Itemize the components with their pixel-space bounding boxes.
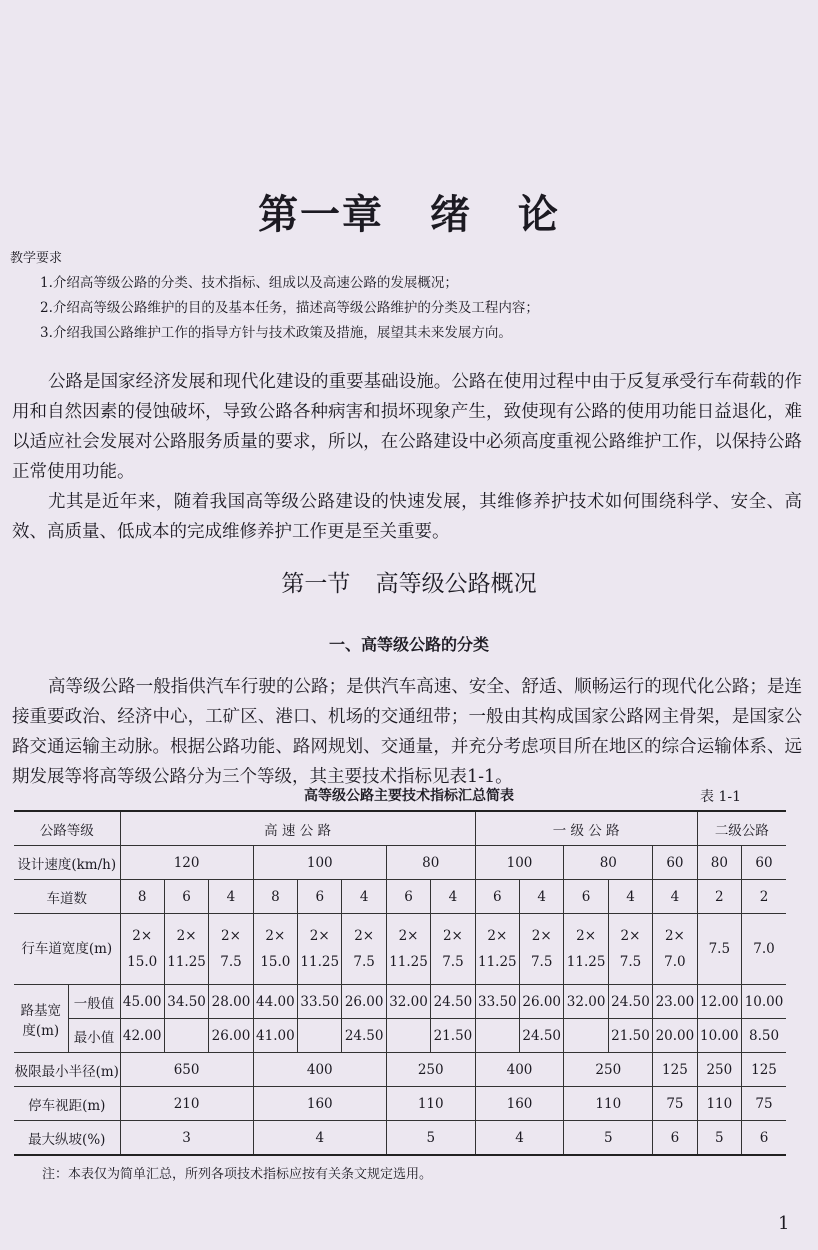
cell-text-line2: 7.5: [442, 954, 464, 970]
table-cell: [520, 985, 564, 1019]
table-cell: [564, 985, 608, 1019]
row-label: 车道数: [14, 880, 120, 914]
table-row: [14, 1087, 786, 1121]
table-cell: [298, 985, 342, 1019]
table-row: [14, 914, 786, 985]
cell-text: 210: [173, 1095, 200, 1112]
cell-text-line2: 15.0: [260, 954, 291, 970]
cell-text: 2×: [576, 928, 597, 944]
cell-text: 400: [506, 1061, 533, 1078]
cell-text: 10.00: [700, 1027, 739, 1044]
cell-text: 6: [404, 888, 413, 905]
section-paragraph: 高等级公路一般指供汽车行驶的公路；是供汽车高速、安全、舒适、顺畅运行的现代化公路；是连接重要政治、经济中心，工矿区、港口、机场的交通纽带；一般由其构成国家公路网主骨架，是国家公路交通运输主动脉。根据公路功能、路网规划、交通量，并充分考虑项目所在地区的综合运输体系、远期发展等将高等级公路分为三个等级，其主要技术指标见表1-1。: [12, 677, 802, 787]
table-cell: [253, 880, 297, 914]
page-number: 1: [778, 1213, 790, 1234]
cell-text-line2: 7.5: [353, 954, 375, 970]
cell-text: 2×: [354, 928, 375, 944]
table-cell: [564, 1087, 653, 1121]
table-cell: [253, 914, 297, 985]
cell-text: 250: [706, 1061, 733, 1078]
table-cell: [742, 914, 786, 985]
table-cell: [386, 1121, 475, 1156]
cell-text: 2×: [620, 928, 641, 944]
cell-text: 24.50: [433, 993, 473, 1010]
table-cell: [120, 1053, 253, 1087]
cell-text: 21.50: [433, 1027, 473, 1044]
table-row: [14, 1019, 786, 1053]
table-cell: [386, 985, 430, 1019]
table-cell: [520, 914, 564, 985]
cell-text: 110: [706, 1095, 733, 1112]
cell-text: 4: [670, 888, 680, 905]
table-cell: [475, 985, 519, 1019]
table-cell: [742, 846, 786, 880]
cell-text: 80: [599, 854, 617, 871]
cell-text: 4: [448, 888, 458, 905]
cell-text: 2: [715, 888, 724, 905]
cell-text-line2: 7.5: [619, 954, 642, 970]
table-cell: [475, 1087, 564, 1121]
requirement-item: 2.介绍高等级公路维护的目的及基本任务，描述高等级公路维护的分类及工程内容；: [40, 300, 539, 316]
table-cell: [209, 914, 253, 985]
table-cell: [253, 1053, 386, 1087]
table-row: [14, 985, 786, 1019]
table-cell: [520, 880, 564, 914]
cell-text: 100: [306, 854, 333, 871]
table-cell: [253, 1019, 297, 1053]
table-cell: [475, 1019, 519, 1053]
cell-text: 6: [315, 888, 325, 905]
table-row: [14, 880, 786, 914]
cell-text: 80: [422, 854, 440, 871]
table-cell: [386, 914, 430, 985]
table-cell: [164, 880, 208, 914]
table-cell: [564, 846, 653, 880]
requirements-label: 教学要求: [10, 251, 63, 266]
cell-text: 8.50: [748, 1027, 780, 1044]
table-cell: [253, 985, 297, 1019]
cell-text: 高 速 公 路: [264, 822, 331, 839]
table-cell: [253, 1121, 386, 1156]
row-label: 最小值: [68, 1019, 120, 1053]
cell-text: 6: [581, 888, 591, 905]
table-cell: [608, 880, 652, 914]
table-row: [14, 846, 786, 880]
table-cell: [697, 1019, 741, 1053]
row-label: 公路等级: [14, 811, 120, 846]
cell-text: 33.50: [477, 993, 517, 1010]
spec-table: [14, 810, 786, 1156]
cell-text: 32.00: [566, 993, 606, 1010]
cell-text: 650: [173, 1061, 200, 1078]
table-cell: [386, 1053, 475, 1087]
section-title: 第一节 高等级公路概况: [281, 571, 537, 597]
cell-text: 6: [493, 888, 502, 905]
cell-text: 2×: [132, 928, 153, 944]
table-cell: [120, 811, 475, 846]
table-cell: [520, 1019, 564, 1053]
cell-text: 2×: [531, 928, 552, 944]
cell-text: 4: [537, 888, 546, 905]
cell-text: 二级公路: [714, 822, 769, 839]
cell-text: 12.00: [700, 993, 739, 1010]
cell-text: 4: [315, 1129, 325, 1146]
table-cell: [342, 1019, 386, 1053]
table-cell: [431, 985, 475, 1019]
cell-text: 2: [759, 888, 769, 905]
cell-text: 250: [417, 1061, 444, 1078]
table-cell: [431, 914, 475, 985]
table-cell: [653, 880, 697, 914]
table-cell: [742, 1121, 786, 1156]
table-cell: [120, 1087, 253, 1121]
cell-text-line2: 7.5: [220, 954, 242, 970]
cell-text: 5: [426, 1129, 436, 1146]
cell-text-line2: 11.25: [566, 954, 606, 970]
table-cell: [697, 1121, 741, 1156]
cell-text: 45.00: [122, 993, 162, 1010]
cell-text-line2: 11.25: [167, 954, 206, 970]
table-cell: [697, 1053, 741, 1087]
cell-text: 7.0: [753, 941, 775, 957]
cell-text: 26.00: [211, 1027, 251, 1044]
table-cell: [120, 880, 164, 914]
table-cell: [209, 985, 253, 1019]
table-cell: [386, 846, 475, 880]
table-cell: [475, 811, 697, 846]
table-cell: [253, 846, 386, 880]
cell-text: 6: [759, 1129, 769, 1146]
table-cell: [697, 1087, 741, 1121]
cell-text: 160: [506, 1095, 533, 1112]
table-cell: [564, 914, 608, 985]
cell-text: 24.50: [522, 1027, 562, 1044]
table-cell: [697, 985, 741, 1019]
cell-text: 8: [137, 888, 147, 905]
cell-text: 2×: [309, 928, 330, 944]
table-cell: [608, 914, 652, 985]
cell-text: 120: [173, 854, 200, 871]
table-cell: [120, 1019, 164, 1053]
table-cell: [342, 880, 386, 914]
table-cell: [120, 985, 164, 1019]
table-cell: [742, 1019, 786, 1053]
row-label: 最大纵坡(%): [14, 1121, 120, 1156]
table-cell: [697, 880, 741, 914]
cell-text: 7.5: [708, 941, 731, 957]
table-cell: [653, 846, 697, 880]
cell-text: 125: [662, 1061, 688, 1078]
table-cell: [342, 914, 386, 985]
cell-text: 4: [515, 1129, 524, 1146]
cell-text: 2×: [442, 928, 463, 944]
table-cell: [475, 914, 519, 985]
row-group-label: 路基宽度(m): [14, 985, 68, 1053]
table-cell: [431, 880, 475, 914]
table-cell: [298, 914, 342, 985]
cell-text: 2×: [265, 928, 286, 944]
cell-text: 一 级 公 路: [552, 822, 620, 839]
cell-text: 4: [626, 888, 635, 905]
cell-text: 32.00: [389, 993, 428, 1010]
cell-text: 6: [182, 888, 191, 905]
table-cell: [164, 985, 208, 1019]
cell-text: 80: [710, 854, 728, 871]
cell-text: 21.50: [611, 1027, 650, 1044]
cell-text: 2×: [664, 928, 685, 944]
table-cell: [342, 985, 386, 1019]
cell-text: 60: [666, 854, 684, 871]
table-row: [14, 1053, 786, 1087]
cell-text: 4: [359, 888, 369, 905]
table-cell: [475, 880, 519, 914]
table-cell: [120, 1121, 253, 1156]
table-cell: [475, 1121, 564, 1156]
cell-text: 2×: [176, 928, 197, 944]
table-cell: [386, 880, 430, 914]
cell-text: 2×: [487, 928, 508, 944]
table-number: 表 1-1: [700, 789, 741, 805]
cell-text: 20.00: [655, 1027, 695, 1044]
cell-text: 8: [271, 888, 280, 905]
cell-text: 42.00: [122, 1027, 162, 1044]
table-cell: [742, 1053, 786, 1087]
table-cell: [120, 914, 164, 985]
table-caption: 高等级公路主要技术指标汇总简表: [304, 788, 514, 804]
table-cell: [697, 811, 786, 846]
cell-text: 26.00: [344, 993, 384, 1010]
cell-text: 28.00: [211, 993, 251, 1010]
table-cell: [742, 985, 786, 1019]
chapter-title: 第一章 绪 论: [258, 192, 560, 238]
intro-paragraph: 尤其是近年来，随着我国高等级公路建设的快速发展，其维修养护技术如何围绕科学、安全、高效、高质量、低成本的完成维修养护工作更是至关重要。: [12, 492, 802, 542]
cell-text: 60: [755, 854, 773, 871]
row-label: 一般值: [68, 985, 120, 1019]
table-cell: [697, 914, 741, 985]
cell-text-line2: 11.25: [300, 954, 340, 970]
intro-paragraph: 公路是国家经济发展和现代化建设的重要基础设施。公路在使用过程中由于反复承受行车荷载的作用和自然因素的侵蚀破坏，导致公路各种病害和损坏现象产生，致使现有公路的使用功能日益退化，难以适应社会发展对公路服务质量的要求，所以，在公路建设中必须高度重视公路维护工作，以保持公路正常使用功能。: [12, 372, 802, 482]
cell-text: 100: [506, 854, 533, 871]
cell-text: 400: [306, 1061, 333, 1078]
cell-text: 6: [670, 1129, 680, 1146]
table-cell: [564, 880, 608, 914]
table-cell: [564, 1053, 653, 1087]
cell-text-line2: 11.25: [477, 954, 517, 970]
cell-text: 75: [755, 1095, 773, 1112]
cell-text: 33.50: [300, 993, 340, 1010]
table-cell: [431, 1019, 475, 1053]
cell-text: 125: [751, 1061, 777, 1078]
table-cell: [742, 1087, 786, 1121]
row-label: 停车视距(m): [14, 1087, 120, 1121]
table-cell: [653, 1019, 697, 1053]
cell-text-line2: 7.0: [664, 954, 686, 970]
intro-text: [12, 367, 802, 547]
table-cell: [564, 1019, 608, 1053]
table-cell: [164, 914, 208, 985]
table-cell: [475, 846, 564, 880]
cell-text-line2: 7.5: [530, 954, 553, 970]
table-cell: [653, 1053, 697, 1087]
table-cell: [386, 1019, 430, 1053]
table-cell: [298, 880, 342, 914]
table-cell: [742, 880, 786, 914]
table-cell: [475, 1053, 564, 1087]
table-cell: [653, 914, 697, 985]
requirement-item: 3.介绍我国公路维护工作的指导方针与技术政策及措施，展望其未来发展方向。: [40, 325, 512, 341]
table-cell: [564, 1121, 653, 1156]
cell-text-line2: 15.0: [127, 954, 158, 970]
cell-text: 41.00: [256, 1027, 295, 1044]
cell-text: 2×: [221, 928, 241, 944]
cell-text: 160: [306, 1095, 333, 1112]
table-cell: [298, 1019, 342, 1053]
table-cell: [386, 1087, 475, 1121]
table-cell: [120, 846, 253, 880]
table-cell: [697, 846, 741, 880]
cell-text: 24.50: [344, 1027, 384, 1044]
table-cell: [253, 1087, 386, 1121]
cell-text: 5: [715, 1129, 724, 1146]
table-cell: [653, 1087, 697, 1121]
table-row: [14, 1121, 786, 1156]
cell-text-line2: 11.25: [389, 954, 428, 970]
table-cell: [209, 1019, 253, 1053]
cell-text: 250: [595, 1061, 622, 1078]
cell-text: 26.00: [522, 993, 562, 1010]
cell-text: 75: [666, 1095, 684, 1112]
cell-text: 3: [182, 1129, 191, 1146]
table-cell: [608, 985, 652, 1019]
cell-text: 110: [417, 1095, 444, 1112]
table-cell: [608, 1019, 652, 1053]
cell-text: 34.50: [167, 993, 206, 1010]
subsection-title: 一、高等级公路的分类: [328, 635, 489, 654]
row-label: 设计速度(km/h): [14, 846, 120, 880]
row-label: 极限最小半径(m): [14, 1053, 120, 1087]
cell-text: 110: [595, 1095, 622, 1112]
table-row: [14, 811, 786, 846]
table-cell: [164, 1019, 208, 1053]
cell-text: 4: [226, 888, 236, 905]
cell-text: 2×: [398, 928, 419, 944]
cell-text: 10.00: [744, 993, 784, 1010]
cell-text: 23.00: [655, 993, 695, 1010]
table-cell: [209, 880, 253, 914]
cell-text: 5: [604, 1129, 613, 1146]
table-note: 注：本表仅为简单汇总，所列各项技术指标应按有关条文规定选用。: [42, 1167, 433, 1182]
row-label: 行车道宽度(m): [14, 914, 120, 985]
table-cell: [653, 985, 697, 1019]
cell-text: 24.50: [611, 993, 650, 1010]
table-cell: [653, 1121, 697, 1156]
section-text: [12, 672, 802, 792]
cell-text: 44.00: [256, 993, 295, 1010]
requirement-item: 1.介绍高等级公路的分类、技术指标、组成以及高速公路的发展概况；: [40, 275, 458, 291]
